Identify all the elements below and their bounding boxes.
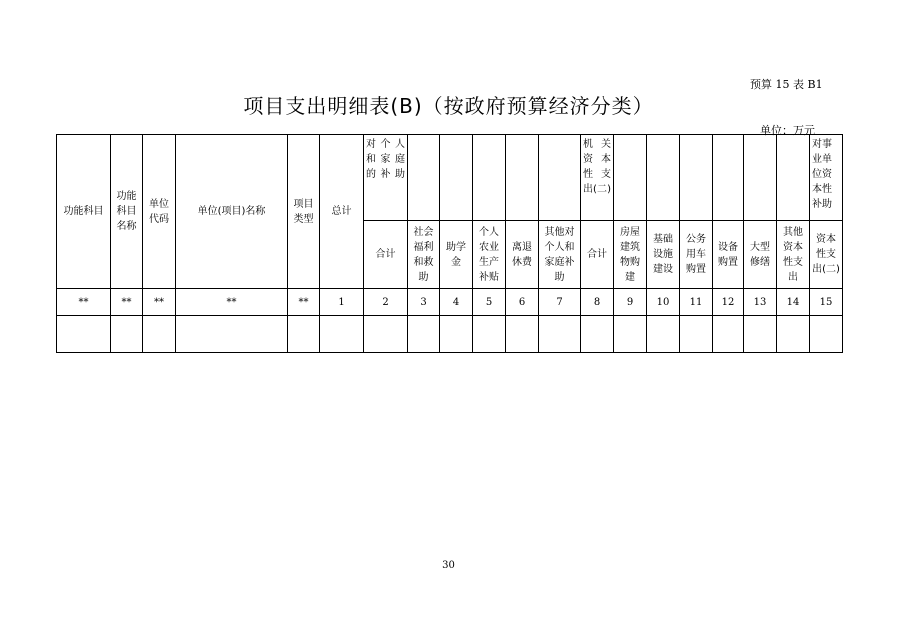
col-danwei-xiangmu-mingcheng: 单位(项目)名称 (176, 135, 288, 289)
column-number: 6 (506, 289, 539, 316)
empty-cell (539, 316, 581, 353)
table-code: 预算 15 表 B1 (750, 78, 823, 91)
empty-cell (143, 316, 176, 353)
col-zongji: 总计 (320, 135, 364, 289)
empty-cell (680, 316, 713, 353)
column-number: 9 (614, 289, 647, 316)
col-litui-fei: 离退休费 (506, 221, 539, 289)
col-shebei-gouzhi: 设备购置 (713, 221, 744, 289)
column-number: ** (288, 289, 320, 316)
col-xiangmu-leixing: 项目类型 (288, 135, 320, 289)
group-jiguan-ziben-empty-6 (777, 135, 810, 221)
group-jiguan-ziben-empty-2 (647, 135, 680, 221)
column-number: 7 (539, 289, 581, 316)
group-geren-jiating-empty-1 (408, 135, 440, 221)
column-number: 14 (777, 289, 810, 316)
col-qita-ziben: 其他资本性支出 (777, 221, 810, 289)
budget-table (56, 134, 843, 353)
empty-cell (777, 316, 810, 353)
empty-cell (176, 316, 288, 353)
page-title: 项目支出明细表(B)（按政府预算经济分类） (243, 94, 654, 118)
col-jichu-sheshi: 基础设施建设 (647, 221, 680, 289)
empty-cell (320, 316, 364, 353)
group-geren-jiating-empty-5 (539, 135, 581, 221)
column-number: 10 (647, 289, 680, 316)
empty-cell (506, 316, 539, 353)
group-jiguan-ziben-empty-5 (744, 135, 777, 221)
col-danwei-daima: 单位代码 (143, 135, 176, 289)
empty-cell (744, 316, 777, 353)
page-number: 30 (442, 560, 455, 571)
column-number: ** (143, 289, 176, 316)
col-nongye-butie: 个人农业生产补贴 (473, 221, 506, 289)
column-number-row (57, 289, 843, 316)
column-number: 2 (364, 289, 408, 316)
col-fangwu-jianzhu: 房屋建筑物购建 (614, 221, 647, 289)
column-number: 12 (713, 289, 744, 316)
col-zhuxuejin: 助学金 (440, 221, 473, 289)
empty-cell (111, 316, 143, 353)
col-gongneng-kemu-mingcheng: 功能科目名称 (111, 135, 143, 289)
group-jiguan-ziben-empty-1 (614, 135, 647, 221)
group-jiguan-ziben-empty-4 (713, 135, 744, 221)
column-number: 5 (473, 289, 506, 316)
col-gongneng-kemu: 功能科目 (57, 135, 111, 289)
empty-cell (614, 316, 647, 353)
empty-cell (473, 316, 506, 353)
column-number: ** (57, 289, 111, 316)
unit-label: 单位：万元 (760, 124, 815, 137)
group-jiguan-ziben: 机关资本性支出(二) (581, 135, 614, 221)
column-number: 1 (320, 289, 364, 316)
empty-cell (57, 316, 111, 353)
empty-cell (288, 316, 320, 353)
empty-cell (440, 316, 473, 353)
column-number: 4 (440, 289, 473, 316)
column-number: 13 (744, 289, 777, 316)
col-heji-b: 合计 (581, 221, 614, 289)
col-shehui-fuli: 社会福利和救助 (408, 221, 440, 289)
empty-data-row (57, 316, 843, 353)
header-row-groups (57, 135, 843, 221)
column-number: 8 (581, 289, 614, 316)
column-number: ** (176, 289, 288, 316)
empty-cell (647, 316, 680, 353)
group-geren-jiating-empty-4 (506, 135, 539, 221)
empty-cell (810, 316, 843, 353)
empty-cell (713, 316, 744, 353)
col-daxing-xiushan: 大型修缮 (744, 221, 777, 289)
col-heji-a: 合计 (364, 221, 408, 289)
group-geren-jiating-empty-3 (473, 135, 506, 221)
empty-cell (408, 316, 440, 353)
column-number: ** (111, 289, 143, 316)
col-ziben-zhichu-er: 资本性支出(二) (810, 221, 843, 289)
group-geren-jiating-empty-2 (440, 135, 473, 221)
group-shiye-ziben: 对事业单位资本性补助 (810, 135, 843, 221)
column-number: 15 (810, 289, 843, 316)
column-number: 3 (408, 289, 440, 316)
group-geren-jiating: 对个人和家庭的补助 (364, 135, 408, 221)
column-number: 11 (680, 289, 713, 316)
empty-cell (364, 316, 408, 353)
col-gongwu-yongche: 公务用车购置 (680, 221, 713, 289)
group-jiguan-ziben-empty-3 (680, 135, 713, 221)
col-qita-geren: 其他对个人和家庭补助 (539, 221, 581, 289)
empty-cell (581, 316, 614, 353)
